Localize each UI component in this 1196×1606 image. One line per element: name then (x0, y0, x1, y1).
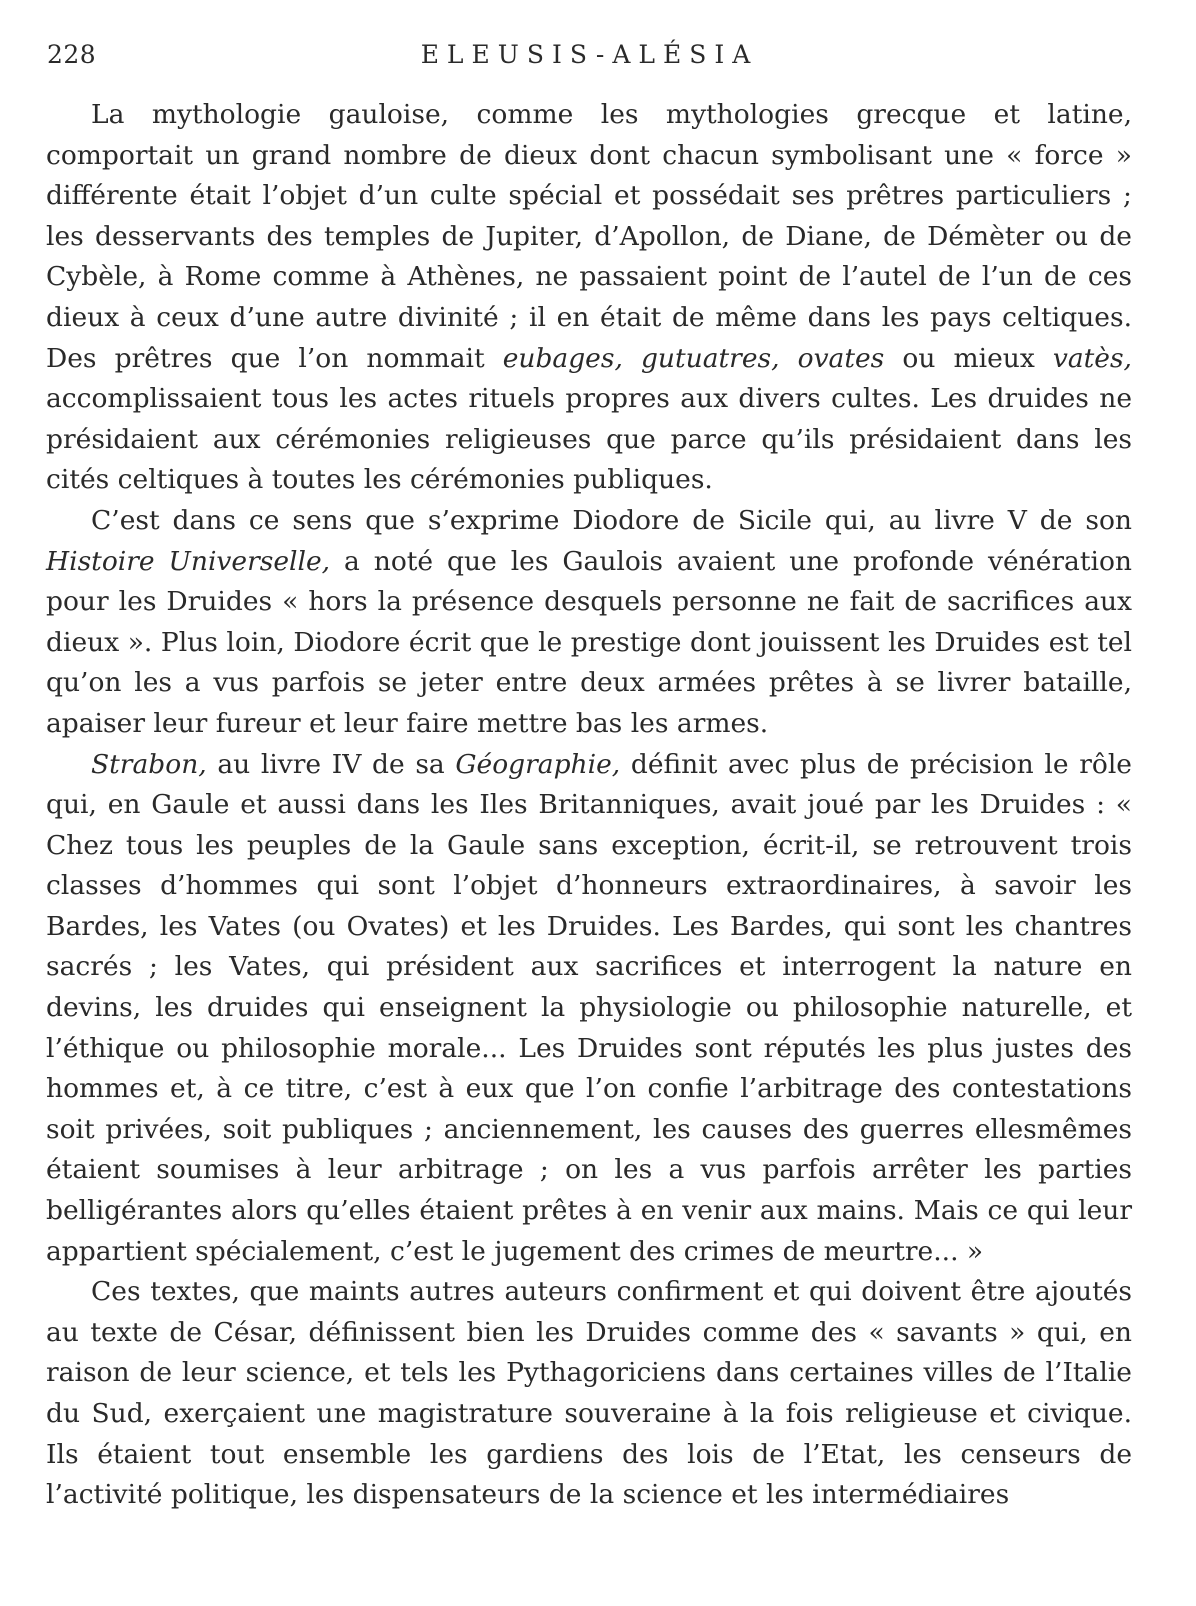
text-run: définit avec plus de précision le rôle qui, en Gaule et aussi dans les Iles Britanniques, avait joué par les Druides : « Chez tous les peuples de la Gaule sans exception, écrit-il, se retrouvent trois classes d’hommes qui sont l’objet d’honneurs extraordinaires, à savoir les Bardes, les Vates (ou Ovates) et les Druides. Les Bardes, qui sont les chantres sacrés ; les Vates, qui président aux sacrifices et interrogent la nature en devins, les druides qui enseignent la physiologie ou philosophie naturelle, et l’éthique ou philosophie morale... Les Druides sont réputés les plus justes des hommes et, à ce titre, c’est à eux que l’on confie l’arbitrage des contestations soit privées, soit publiques ; anciennement, les causes des guerres ellesmêmes étaient soumises à leur arbitrage ; on les a vus parfois arrêter les parties belligérantes alors qu’elles étaient prêtes à en venir aux mains. Mais ce qui leur appartient spécialement, c’est le jugement des crimes de meurtre... » (46, 748, 1132, 1267)
text-run: a noté que les Gaulois avaient une profonde vénération pour les Druides « hors la présence desquels personne ne fait de sacrifices aux dieux ». Plus loin, Diodore écrit que le prestige dont jouissent les Druides est tel qu’on les a vus parfois se jeter entre deux armées prêtes à se livrer bataille, apaiser leur fureur et leur faire mettre bas les armes. (46, 545, 1132, 739)
italic-terms: eubages, gutuatres, ovates (502, 342, 885, 374)
running-head (47, 40, 1132, 80)
paragraph-3 (46, 745, 1132, 1273)
text-run: au livre IV de sa (206, 748, 456, 780)
text-run: accomplissaient tous les actes rituels propres aux divers cultes. Les druides ne présidaient aux cérémonies religieuses que parce qu’ils présidaient dans les cités celtiques à toutes les cérémonies publiques. (46, 383, 1132, 496)
paragraph-2 (46, 501, 1132, 745)
paragraph-4 (46, 1272, 1132, 1516)
running-title: ELEUSIS-ALÉSIA (420, 40, 759, 69)
text-run: C’est dans ce sens que s’exprime Diodore de Sicile qui, au livre V de son (91, 504, 1132, 536)
italic-author: Strabon, (91, 748, 207, 780)
text-run: Ces textes, que maints autres auteurs confirment et qui doivent être ajoutés au texte de César, définissent bien les Druides comme des « savants » qui, en raison de leur science, et tels les Pythagoriciens dans certaines villes de l’Italie du Sud, exerçaient une magistrature souveraine à la fois religieuse et civique. Ils étaient tout ensemble les gardiens des lois de l’Etat, les censeurs de l’activité politique, les dispensateurs de la science et les intermédiaires (46, 1276, 1132, 1511)
page-number: 228 (47, 40, 97, 69)
italic-term: vatès, (1052, 342, 1132, 374)
text-run: ou mieux (884, 342, 1053, 374)
italic-book-title: Histoire Universelle, (46, 545, 331, 577)
italic-book-title: Géographie, (455, 748, 621, 780)
text-run: La mythologie gauloise, comme les mythologies grecque et latine, comportait un grand nombre de dieux dont chacun symbolisant une « force » différente était l’objet d’un culte spécial et possédait ses prêtres particuliers ; les desservants des temples de Jupiter, d’Apollon, de Diane, de Démèter ou de Cybèle, à Rome comme à Athènes, ne passaient point de l’autel de l’un de ces dieux à ceux d’une autre divinité ; il en était de même dans les pays celtiques. Des prêtres que l’on nommait (46, 99, 1132, 374)
paragraph-1 (46, 95, 1132, 501)
body-text (46, 95, 1132, 1516)
